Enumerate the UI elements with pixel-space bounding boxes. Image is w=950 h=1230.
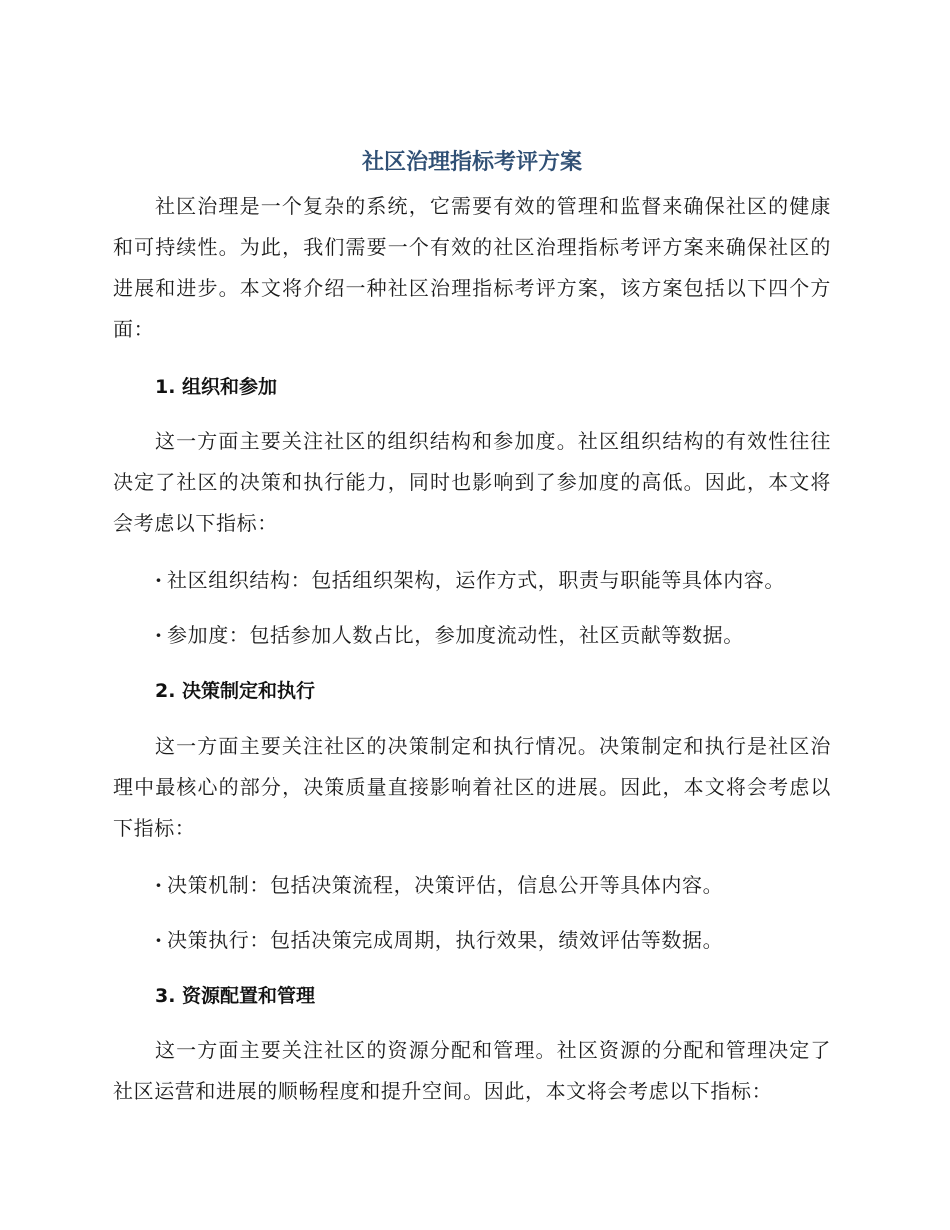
bullet-text: 决策机制：包括决策流程，决策评估，信息公开等具体内容。	[167, 873, 724, 897]
document-title: 社区治理指标考评方案	[361, 150, 582, 175]
section-1-bullet-2	[155, 620, 831, 650]
section-2-bullet-2	[155, 925, 831, 955]
bullet-text: 社区组织结构：包括组织架构，运作方式，职责与职能等具体内容。	[167, 568, 785, 592]
section-1-body: 这一方面主要关注社区的组织结构和参加度。社区组织结构的有效性往往决定了社区的决策和执行能力，同时也影响到了参加度的高低。因此，本文将会考虑以下指标：	[113, 429, 831, 535]
bullet-marker: ·	[155, 623, 163, 647]
bullet-text: 决策执行：包括决策完成周期，执行效果，绩效评估等数据。	[167, 928, 724, 952]
section-2-body: 这一方面主要关注社区的决策制定和执行情况。决策制定和执行是社区治理中最核心的部分，决策质量直接影响着社区的进展。因此，本文将会考虑以下指标：	[113, 734, 831, 840]
bullet-text: 参加度：包括参加人数占比，参加度流动性，社区贡献等数据。	[167, 623, 744, 647]
bullet-marker: ·	[155, 568, 163, 592]
section-3-heading: 3. 资源配置和管理	[155, 985, 316, 1007]
section-1-heading: 1. 组织和参加	[155, 376, 278, 398]
section-2-heading: 2. 决策制定和执行	[155, 680, 316, 702]
section-2-bullet-1	[155, 870, 831, 900]
section-3-body: 这一方面主要关注社区的资源分配和管理。社区资源的分配和管理决定了社区运营和进展的顺畅程度和提升空间。因此，本文将会考虑以下指标：	[113, 1038, 831, 1103]
bullet-marker: ·	[155, 928, 163, 952]
section-1-bullet-1	[155, 565, 831, 595]
intro-paragraph: 社区治理是一个复杂的系统，它需要有效的管理和监督来确保社区的健康和可持续性。为此，我们需要一个有效的社区治理指标考评方案来确保社区的进展和进步。本文将介绍一种社区治理指标考评方案，该方案包括以下四个方面：	[113, 194, 831, 341]
bullet-marker: ·	[155, 873, 163, 897]
